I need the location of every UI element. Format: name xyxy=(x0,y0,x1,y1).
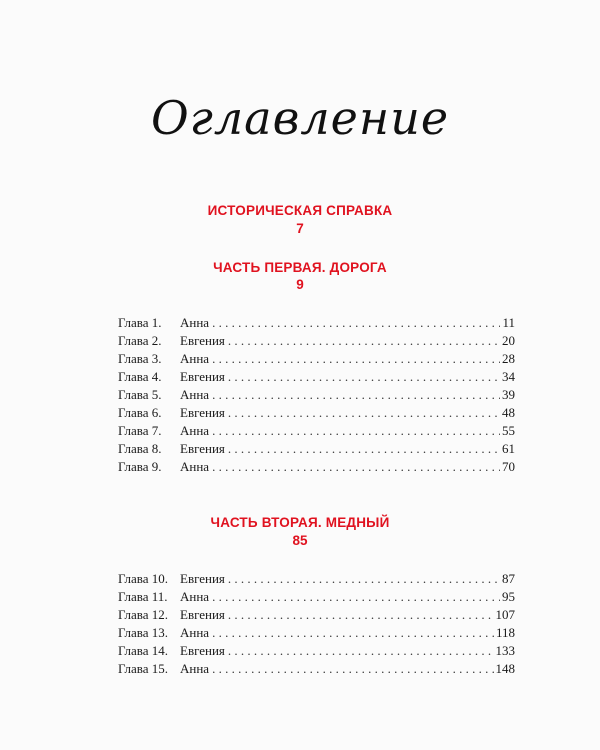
dot-leader xyxy=(228,368,500,386)
chapter-label: Глава 11. xyxy=(118,589,168,604)
intro-section-page: 7 xyxy=(296,221,304,236)
chapter-page: 95 xyxy=(502,589,515,604)
chapter-label: Глава 12. xyxy=(118,607,169,622)
chapter-page: 107 xyxy=(495,607,515,622)
chapter-name: Евгения xyxy=(180,369,225,384)
chapter-name: Евгения xyxy=(180,571,225,586)
dot-leader xyxy=(212,314,500,332)
toc-row xyxy=(118,624,515,642)
dot-leader xyxy=(228,570,500,588)
dot-leader xyxy=(228,404,500,422)
chapter-label: Глава 4. xyxy=(118,369,162,384)
part2-section-page: 85 xyxy=(292,533,308,548)
chapter-page: 34 xyxy=(502,369,515,384)
chapter-page: 39 xyxy=(502,387,515,402)
dot-leader xyxy=(212,422,500,440)
chapter-name: Анна xyxy=(180,661,210,676)
chapter-name: Евгения xyxy=(180,333,225,348)
chapter-label: Глава 8. xyxy=(118,441,162,456)
chapter-name: Анна xyxy=(180,351,210,366)
chapter-name: Евгения xyxy=(180,607,225,622)
dot-leader xyxy=(212,350,500,368)
part1-section-title: ЧАСТЬ ПЕРВАЯ. ДОРОГА xyxy=(213,260,387,275)
chapter-page: 148 xyxy=(495,661,515,676)
part1-toc xyxy=(118,314,515,476)
dot-leader xyxy=(212,588,500,606)
dot-leader xyxy=(228,332,500,350)
toc-row xyxy=(118,440,515,458)
chapter-name: Анна xyxy=(180,423,210,438)
chapter-page: 61 xyxy=(502,441,515,456)
chapter-name: Анна xyxy=(180,625,210,640)
chapter-name: Анна xyxy=(180,459,210,474)
chapter-label: Глава 14. xyxy=(118,643,169,658)
chapter-page: 28 xyxy=(502,351,515,366)
chapter-label: Глава 13. xyxy=(118,625,169,640)
chapter-page: 118 xyxy=(495,625,515,640)
chapter-name: Анна xyxy=(180,315,210,330)
chapter-label: Глава 6. xyxy=(118,405,162,420)
chapter-page: 11 xyxy=(502,315,515,330)
toc-row xyxy=(118,588,515,606)
part2-section-title: ЧАСТЬ ВТОРАЯ. МЕДНЫЙ xyxy=(210,515,390,530)
dot-leader xyxy=(212,386,500,404)
toc-row xyxy=(118,458,515,476)
toc-row xyxy=(118,332,515,350)
chapter-page: 20 xyxy=(502,333,515,348)
toc-row xyxy=(118,386,515,404)
chapter-name: Евгения xyxy=(180,405,225,420)
dot-leader xyxy=(212,660,493,678)
chapter-page: 48 xyxy=(502,405,515,420)
chapter-label: Глава 10. xyxy=(118,571,169,586)
part2-toc xyxy=(118,570,515,678)
toc-row xyxy=(118,660,515,678)
chapter-label: Глава 9. xyxy=(118,459,162,474)
dot-leader xyxy=(212,458,500,476)
toc-row xyxy=(118,314,515,332)
toc-row xyxy=(118,404,515,422)
chapter-label: Глава 2. xyxy=(118,333,162,348)
chapter-name: Евгения xyxy=(180,441,225,456)
chapter-label: Глава 7. xyxy=(118,423,162,438)
toc-row xyxy=(118,368,515,386)
toc-row xyxy=(118,642,515,660)
chapter-page: 70 xyxy=(502,459,515,474)
dot-leader xyxy=(228,440,500,458)
chapter-page: 55 xyxy=(502,423,515,438)
toc-row xyxy=(118,350,515,368)
chapter-name: Анна xyxy=(180,589,210,604)
chapter-label: Глава 3. xyxy=(118,351,162,366)
chapter-page: 133 xyxy=(495,643,515,658)
dot-leader xyxy=(228,606,494,624)
page-title: Оглавление xyxy=(150,91,450,145)
dot-leader xyxy=(212,624,494,642)
toc-row xyxy=(118,422,515,440)
chapter-name: Анна xyxy=(180,387,210,402)
chapter-name: Евгения xyxy=(180,643,225,658)
chapter-label: Глава 5. xyxy=(118,387,162,402)
toc-row xyxy=(118,570,515,588)
part1-section-page: 9 xyxy=(296,277,304,292)
chapter-page: 87 xyxy=(502,571,515,586)
intro-section-title: ИСТОРИЧЕСКАЯ СПРАВКА xyxy=(207,203,393,218)
chapter-label: Глава 1. xyxy=(118,315,162,330)
dot-leader xyxy=(228,642,494,660)
toc-row xyxy=(118,606,515,624)
chapter-label: Глава 15. xyxy=(118,661,169,676)
